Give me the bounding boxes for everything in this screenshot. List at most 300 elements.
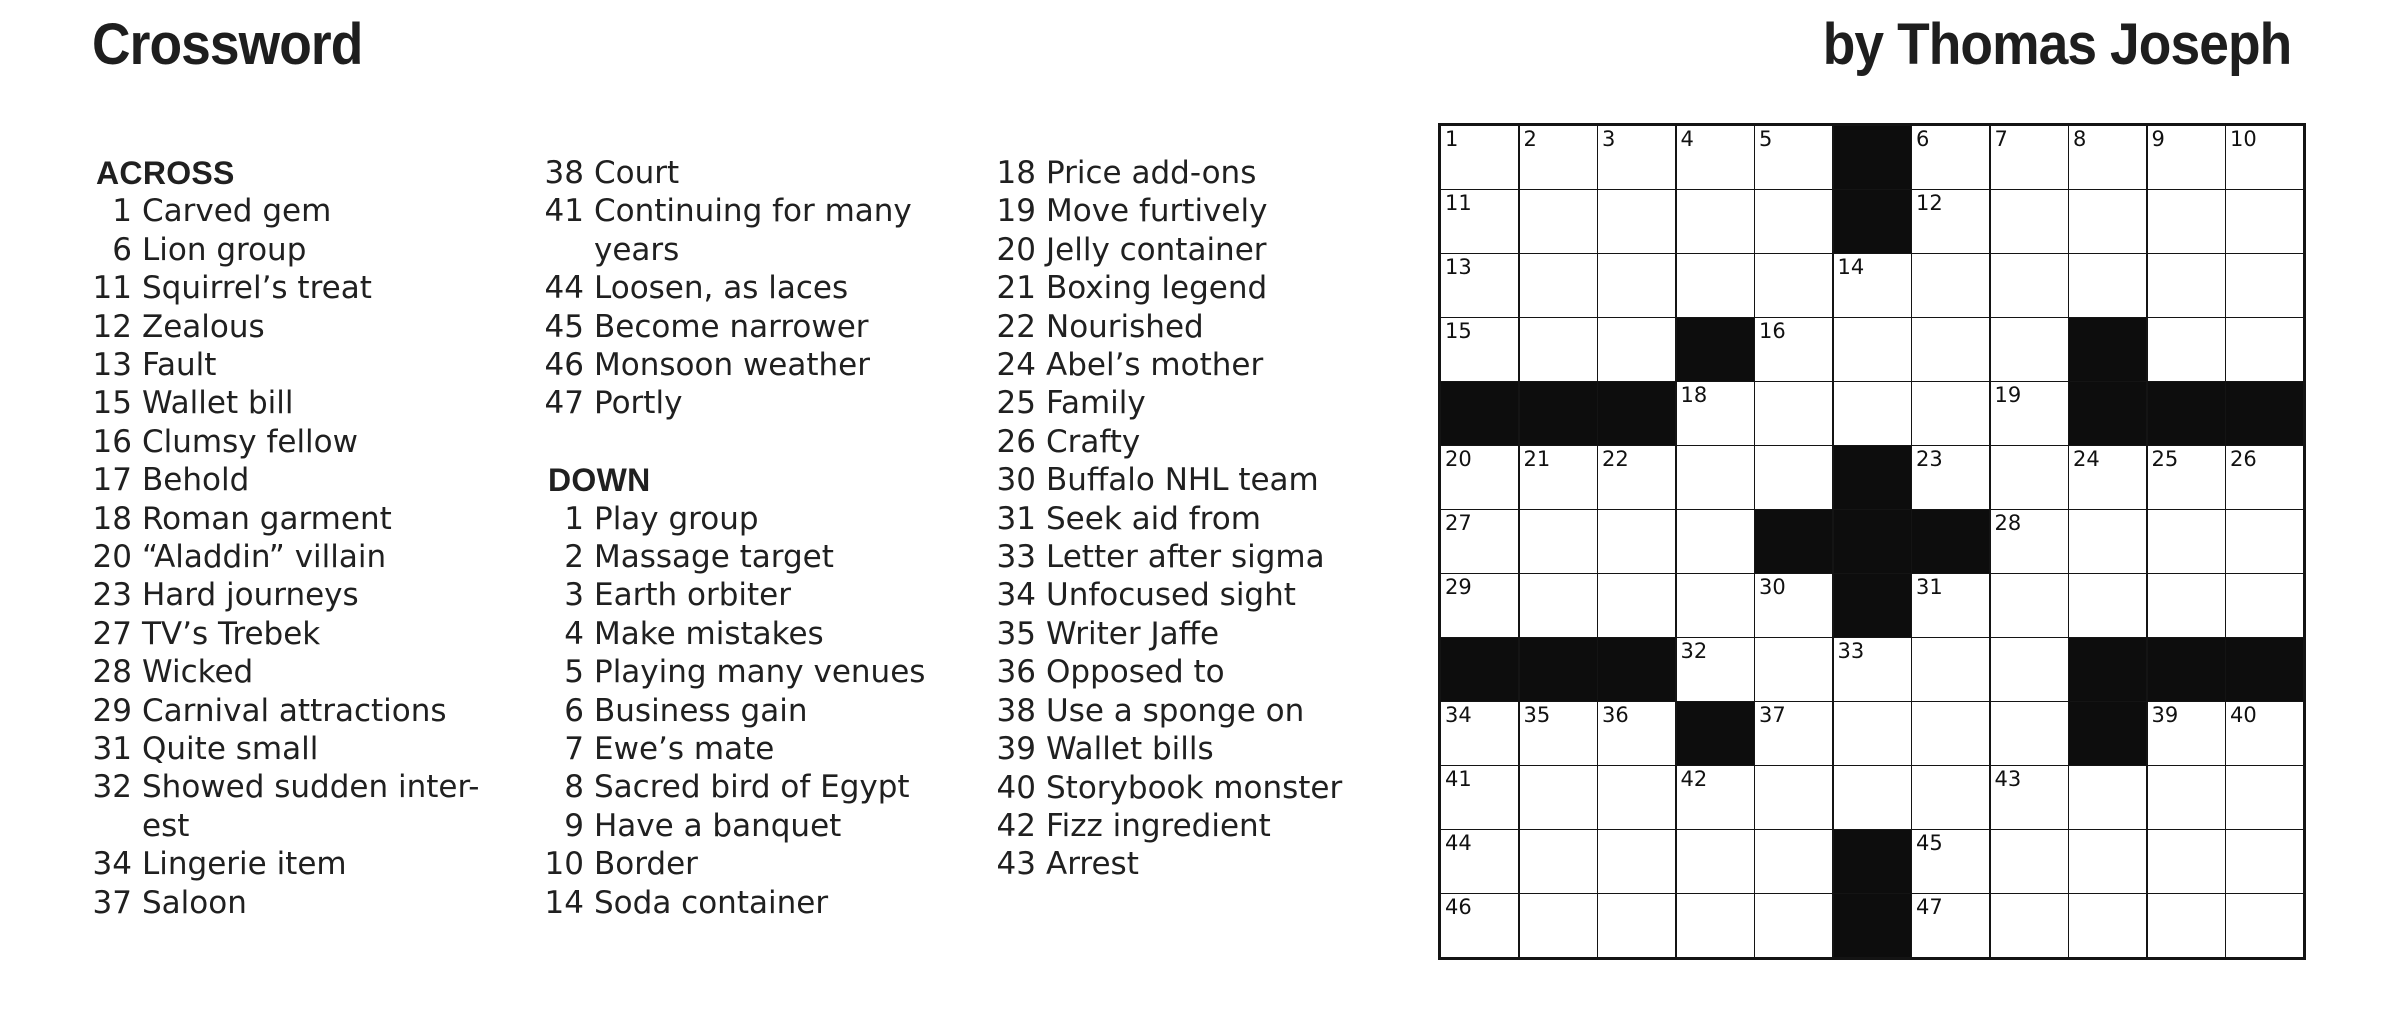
clue-number: 47: [544, 385, 584, 422]
down-clue[interactable]: [544, 730, 999, 768]
cell-number: 33: [1837, 639, 1865, 663]
grid-cell[interactable]: [1912, 574, 1989, 637]
grid-cell[interactable]: [1520, 830, 1597, 893]
grid-cell[interactable]: [2148, 254, 2225, 317]
down-clue[interactable]: [996, 615, 1451, 653]
down-clue[interactable]: [544, 500, 999, 538]
grid-cell[interactable]: [1991, 126, 2068, 189]
clue-text: Jelly container: [1046, 231, 1267, 268]
across-clue[interactable]: [92, 231, 547, 269]
down-clue[interactable]: [996, 461, 1451, 499]
clue-text: Unfocused sight: [1046, 577, 1296, 614]
across-clue[interactable]: [92, 461, 547, 499]
down-clue[interactable]: [996, 730, 1451, 768]
grid-cell[interactable]: [1755, 318, 1832, 381]
clue-number: 30: [996, 462, 1036, 499]
cell-number: 1: [1445, 127, 1459, 151]
grid-cell[interactable]: [1755, 126, 1832, 189]
clue-text: Fizz ingredient: [1046, 807, 1271, 844]
down-clue[interactable]: [996, 423, 1451, 461]
grid-cell[interactable]: [1912, 382, 1989, 445]
grid-cell[interactable]: [1598, 830, 1675, 893]
clue-text: Continuing for many years: [594, 193, 912, 268]
clue-column-2: [544, 154, 999, 922]
grid-cell[interactable]: [1520, 446, 1597, 509]
cell-number: 40: [2230, 703, 2257, 727]
grid-cell[interactable]: [2069, 190, 2146, 253]
down-clue[interactable]: [996, 154, 1451, 192]
across-clue[interactable]: [92, 500, 547, 538]
down-clue[interactable]: [544, 615, 999, 653]
grid-cell[interactable]: [2148, 190, 2225, 253]
grid-cell[interactable]: [1520, 126, 1597, 189]
cell-number: 43: [1994, 767, 2022, 791]
clue-number: 46: [544, 347, 584, 384]
across-clue[interactable]: [92, 192, 547, 230]
across-clue[interactable]: [92, 384, 547, 422]
grid-cell[interactable]: [1991, 638, 2068, 701]
clue-text: Hard journeys: [142, 577, 359, 614]
down-clue[interactable]: [996, 346, 1451, 384]
cell-number: 2: [1523, 127, 1537, 151]
clue-text: Border: [594, 846, 698, 883]
black-square: [1834, 446, 1911, 509]
grid-cell[interactable]: [1677, 638, 1754, 701]
clue-number: 45: [544, 308, 584, 345]
clue-text: Showed sudden inter- est: [142, 769, 480, 844]
clue-text: Saloon: [142, 884, 247, 921]
cell-number: 6: [1916, 127, 1930, 151]
clue-text: Family: [1046, 385, 1146, 422]
grid-cell[interactable]: [2226, 894, 2303, 957]
clue-column-3: [996, 154, 1451, 884]
grid-cell[interactable]: [1991, 254, 2068, 317]
cell-number: 47: [1916, 895, 1943, 919]
grid-cell[interactable]: [1677, 446, 1754, 509]
clue-text: Business gain: [594, 692, 808, 729]
grid-cell[interactable]: [1755, 190, 1832, 253]
cell-number: 41: [1445, 767, 1472, 791]
grid-cell[interactable]: [2148, 446, 2225, 509]
grid-cell[interactable]: [2148, 830, 2225, 893]
down-clue[interactable]: [544, 884, 999, 922]
clue-number: 8: [564, 769, 584, 806]
grid-cell[interactable]: [2069, 766, 2146, 829]
down-clue[interactable]: [544, 538, 999, 576]
grid-cell[interactable]: [1520, 510, 1597, 573]
cell-number: 26: [2230, 447, 2257, 471]
grid-cell[interactable]: [2069, 510, 2146, 573]
cell-number: 23: [1916, 447, 1943, 471]
grid-cell[interactable]: [1520, 190, 1597, 253]
clue-number: 6: [564, 692, 584, 729]
down-clue[interactable]: [996, 231, 1451, 269]
grid-cell[interactable]: [1598, 766, 1675, 829]
across-clue[interactable]: [92, 538, 547, 576]
grid-cell[interactable]: [1755, 894, 1832, 957]
grid-cell[interactable]: [1677, 126, 1754, 189]
grid-cell[interactable]: [1755, 766, 1832, 829]
across-clue[interactable]: [92, 615, 547, 653]
down-clue[interactable]: [996, 500, 1451, 538]
grid-cell[interactable]: [2069, 830, 2146, 893]
down-clue[interactable]: [996, 845, 1451, 883]
grid-cell[interactable]: [1991, 702, 2068, 765]
down-clue[interactable]: [544, 807, 999, 845]
across-clue[interactable]: [92, 653, 547, 691]
clue-text: Portly: [594, 385, 683, 422]
grid-cell[interactable]: [1441, 318, 1518, 381]
clue-text: Earth orbiter: [594, 577, 791, 614]
clue-number: 35: [996, 615, 1036, 652]
clue-number: 18: [996, 155, 1036, 191]
across-clue[interactable]: [92, 884, 547, 922]
grid-cell[interactable]: [1912, 190, 1989, 253]
grid-cell[interactable]: [2148, 574, 2225, 637]
across-clue[interactable]: [92, 269, 547, 307]
grid-cell[interactable]: [1991, 830, 2068, 893]
black-square: [1834, 574, 1911, 637]
grid-cell[interactable]: [2148, 894, 2225, 957]
grid-cell[interactable]: [2148, 318, 2225, 381]
grid-cell[interactable]: [1441, 126, 1518, 189]
clue-text: Monsoon weather: [594, 347, 870, 384]
clue-number: 18: [92, 500, 132, 537]
black-square: [1755, 510, 1832, 573]
grid-cell[interactable]: [2226, 702, 2303, 765]
grid-cell[interactable]: [1991, 766, 2068, 829]
grid-cell[interactable]: [1755, 574, 1832, 637]
grid-cell[interactable]: [1755, 702, 1832, 765]
grid-cell[interactable]: [1598, 894, 1675, 957]
page-title: Crossword: [92, 12, 363, 77]
grid-cell[interactable]: [1598, 574, 1675, 637]
grid-cell[interactable]: [1441, 574, 1518, 637]
clue-text: Buffalo NHL team: [1046, 462, 1319, 499]
cell-number: 44: [1445, 831, 1472, 855]
clue-number: 11: [92, 270, 132, 307]
cell-number: 42: [1680, 767, 1708, 791]
grid-cell[interactable]: [1677, 574, 1754, 637]
grid-cell[interactable]: [2226, 766, 2303, 829]
clue-number: 31: [92, 731, 132, 768]
grid-cell[interactable]: [1912, 702, 1989, 765]
down-clue[interactable]: [544, 845, 999, 883]
grid-cell[interactable]: [1677, 830, 1754, 893]
grid-cell[interactable]: [2069, 894, 2146, 957]
grid-cell[interactable]: [2226, 254, 2303, 317]
grid-cell[interactable]: [1441, 830, 1518, 893]
clue-number: 34: [92, 846, 132, 883]
clue-number: 12: [92, 308, 132, 345]
grid-cell[interactable]: [2148, 702, 2225, 765]
grid-cell[interactable]: [1677, 190, 1754, 253]
clue-text: Seek aid from: [1046, 500, 1261, 537]
black-square: [1677, 318, 1754, 381]
grid-cell[interactable]: [1520, 894, 1597, 957]
cell-number: 46: [1445, 895, 1472, 919]
black-square: [1520, 382, 1597, 445]
grid-cell[interactable]: [1441, 190, 1518, 253]
cell-number: 7: [1994, 127, 2008, 151]
down-clue[interactable]: [996, 807, 1451, 845]
clue-text: Playing many venues: [594, 654, 926, 691]
across-clue[interactable]: [544, 154, 999, 192]
grid-cell[interactable]: [1598, 510, 1675, 573]
clue-text: Zealous: [142, 308, 265, 345]
clue-number: 15: [92, 385, 132, 422]
clue-text: Carved gem: [142, 193, 332, 230]
clue-text: Squirrel’s treat: [142, 270, 372, 307]
grid-cell[interactable]: [1912, 766, 1989, 829]
clue-number: 6: [112, 231, 132, 268]
clue-text: Have a banquet: [594, 807, 842, 844]
clue-text: Lingerie item: [142, 846, 347, 883]
grid-cell[interactable]: [1834, 318, 1911, 381]
grid-cell[interactable]: [1520, 574, 1597, 637]
clue-number: 14: [544, 884, 584, 921]
grid-cell[interactable]: [1520, 318, 1597, 381]
grid-cell[interactable]: [2069, 254, 2146, 317]
grid-cell[interactable]: [2226, 126, 2303, 189]
clue-number: 20: [996, 231, 1036, 268]
grid-cell[interactable]: [1991, 318, 2068, 381]
grid-cell[interactable]: [2226, 318, 2303, 381]
section-spacer: [544, 423, 999, 461]
cell-number: 21: [1523, 447, 1551, 471]
clue-text: Price add-ons: [1046, 155, 1257, 191]
across-clue[interactable]: [544, 269, 999, 307]
clue-number: 44: [544, 270, 584, 307]
across-clue[interactable]: [544, 308, 999, 346]
clue-number: 9: [564, 807, 584, 844]
grid-cell[interactable]: [1912, 638, 1989, 701]
grid-cell[interactable]: [1991, 446, 2068, 509]
grid-cell[interactable]: [2148, 766, 2225, 829]
down-clue[interactable]: [544, 692, 999, 730]
grid-cell[interactable]: [1520, 766, 1597, 829]
cell-number: 27: [1445, 511, 1472, 535]
grid-cell[interactable]: [2226, 510, 2303, 573]
grid-cell[interactable]: [1677, 894, 1754, 957]
grid-cell[interactable]: [1991, 574, 2068, 637]
clue-number: 21: [996, 270, 1036, 307]
clue-text: Abel’s mother: [1046, 347, 1264, 384]
crossword-grid: [1438, 123, 2306, 960]
grid-cell[interactable]: [1834, 638, 1911, 701]
grid-cell[interactable]: [2069, 126, 2146, 189]
cell-number: 20: [1445, 447, 1472, 471]
clue-text: Letter after sigma: [1046, 539, 1325, 576]
down-clue[interactable]: [996, 538, 1451, 576]
down-clue[interactable]: [996, 769, 1451, 807]
grid-cell[interactable]: [1520, 254, 1597, 317]
clue-number: 1: [112, 193, 132, 230]
grid-cell[interactable]: [1755, 254, 1832, 317]
down-clue[interactable]: [544, 653, 999, 691]
black-square: [2069, 638, 2146, 701]
grid-cell[interactable]: [1912, 318, 1989, 381]
clue-number: 25: [996, 385, 1036, 422]
clue-text: Wallet bill: [142, 385, 294, 422]
grid-cell[interactable]: [1598, 126, 1675, 189]
clue-text: Carnival attractions: [142, 692, 447, 729]
grid-cell[interactable]: [1834, 702, 1911, 765]
grid-cell[interactable]: [1912, 446, 1989, 509]
grid-cell[interactable]: [2226, 446, 2303, 509]
grid-cell[interactable]: [1834, 766, 1911, 829]
grid-cell[interactable]: [1991, 894, 2068, 957]
grid-cell[interactable]: [1834, 254, 1911, 317]
grid-cell[interactable]: [2069, 574, 2146, 637]
grid-cell[interactable]: [2226, 190, 2303, 253]
clue-text: Massage target: [594, 539, 834, 576]
grid-cell[interactable]: [1677, 510, 1754, 573]
grid-cell[interactable]: [2226, 574, 2303, 637]
across-clue[interactable]: [92, 845, 547, 883]
clue-text: Soda container: [594, 884, 829, 921]
grid-cell[interactable]: [1441, 254, 1518, 317]
clue-text: Wicked: [142, 654, 254, 691]
black-square: [1441, 382, 1518, 445]
cell-number: 37: [1759, 703, 1786, 727]
cell-number: 18: [1680, 383, 1708, 407]
grid-cell[interactable]: [1441, 510, 1518, 573]
clue-number: 40: [996, 769, 1036, 806]
clue-text: Crafty: [1046, 423, 1141, 460]
clue-number: 38: [996, 692, 1036, 729]
down-clue[interactable]: [996, 192, 1451, 230]
cell-number: 10: [2230, 127, 2257, 151]
grid-cell[interactable]: [1991, 510, 2068, 573]
across-clue[interactable]: [92, 423, 547, 461]
grid-cell[interactable]: [1441, 702, 1518, 765]
clue-number: 39: [996, 731, 1036, 768]
black-square: [2069, 702, 2146, 765]
black-square: [1834, 190, 1911, 253]
clue-text: Opposed to: [1046, 654, 1225, 691]
clue-text: Sacred bird of Egypt: [594, 769, 910, 806]
cell-number: 4: [1680, 127, 1694, 151]
black-square: [2226, 382, 2303, 445]
grid-cell[interactable]: [1834, 382, 1911, 445]
down-clue[interactable]: [996, 576, 1451, 614]
cell-number: 11: [1445, 191, 1472, 215]
grid-cell[interactable]: [1441, 894, 1518, 957]
down-clue[interactable]: [996, 384, 1451, 422]
grid-cell[interactable]: [1677, 766, 1754, 829]
across-clue[interactable]: [544, 384, 999, 422]
grid-cell[interactable]: [1755, 830, 1832, 893]
down-clue[interactable]: [544, 768, 999, 806]
across-clue[interactable]: [92, 692, 547, 730]
cell-number: 29: [1445, 575, 1472, 599]
grid-cell[interactable]: [1598, 254, 1675, 317]
cell-number: 22: [1602, 447, 1629, 471]
clue-text: Play group: [594, 500, 759, 537]
grid-cell[interactable]: [2148, 126, 2225, 189]
grid-cell[interactable]: [1755, 446, 1832, 509]
grid-cell[interactable]: [1520, 702, 1597, 765]
clue-text: Loosen, as laces: [594, 270, 849, 307]
grid-cell[interactable]: [1912, 830, 1989, 893]
across-clue[interactable]: [92, 346, 547, 384]
grid-cell[interactable]: [1755, 638, 1832, 701]
down-clue[interactable]: [996, 308, 1451, 346]
clue-number: 28: [92, 654, 132, 691]
cell-number: 9: [2151, 127, 2165, 151]
clue-text: Court: [594, 155, 680, 191]
grid-cell[interactable]: [1991, 190, 2068, 253]
down-clue[interactable]: [996, 653, 1451, 691]
grid-cell[interactable]: [1677, 254, 1754, 317]
grid-cell[interactable]: [1912, 894, 1989, 957]
grid-cell[interactable]: [2226, 830, 2303, 893]
across-clue[interactable]: [92, 768, 547, 845]
clue-number: 37: [92, 884, 132, 921]
down-clue[interactable]: [544, 576, 999, 614]
cell-number: 12: [1916, 191, 1943, 215]
clue-number: 3: [564, 577, 584, 614]
clue-number: 17: [92, 462, 132, 499]
clue-text: “Aladdin” villain: [142, 539, 387, 576]
clue-number: 24: [996, 347, 1036, 384]
cell-number: 19: [1994, 383, 2022, 407]
grid-cell[interactable]: [1441, 766, 1518, 829]
clue-number: 27: [92, 615, 132, 652]
clue-text: Wallet bills: [1046, 731, 1214, 768]
grid-cell[interactable]: [1598, 318, 1675, 381]
clue-text: Ewe’s mate: [594, 731, 775, 768]
clue-number: 36: [996, 654, 1036, 691]
grid-cell[interactable]: [1598, 446, 1675, 509]
grid-cell[interactable]: [1912, 126, 1989, 189]
grid-cell[interactable]: [1991, 382, 2068, 445]
clue-text: Behold: [142, 462, 250, 499]
down-clue[interactable]: [996, 692, 1451, 730]
black-square: [2069, 382, 2146, 445]
across-clue[interactable]: [92, 308, 547, 346]
black-square: [2148, 382, 2225, 445]
cell-number: 34: [1445, 703, 1472, 727]
grid-cell[interactable]: [1755, 382, 1832, 445]
grid-cell[interactable]: [2148, 510, 2225, 573]
across-clue[interactable]: [544, 192, 999, 269]
grid-cell[interactable]: [1912, 254, 1989, 317]
clue-text: Boxing legend: [1046, 270, 1268, 307]
across-clue[interactable]: [92, 730, 547, 768]
across-clue[interactable]: [544, 346, 999, 384]
clue-number: 34: [996, 577, 1036, 614]
across-clue[interactable]: [92, 576, 547, 614]
down-heading: DOWN: [548, 462, 651, 499]
grid-cell[interactable]: [1441, 446, 1518, 509]
clue-text: Writer Jaffe: [1046, 615, 1220, 652]
clue-text: Make mistakes: [594, 615, 824, 652]
grid-cell[interactable]: [1598, 702, 1675, 765]
cell-number: 35: [1523, 703, 1551, 727]
clue-text: Become narrower: [594, 308, 869, 345]
clue-text: Move furtively: [1046, 193, 1268, 230]
author-byline: by Thomas Joseph: [1822, 12, 2291, 77]
clue-number: 38: [544, 155, 584, 191]
grid-cell[interactable]: [1598, 190, 1675, 253]
grid-cell[interactable]: [2069, 446, 2146, 509]
clue-column-1: [92, 154, 547, 922]
clue-text: Nourished: [1046, 308, 1204, 345]
grid-cell[interactable]: [1677, 382, 1754, 445]
down-clue[interactable]: [996, 269, 1451, 307]
